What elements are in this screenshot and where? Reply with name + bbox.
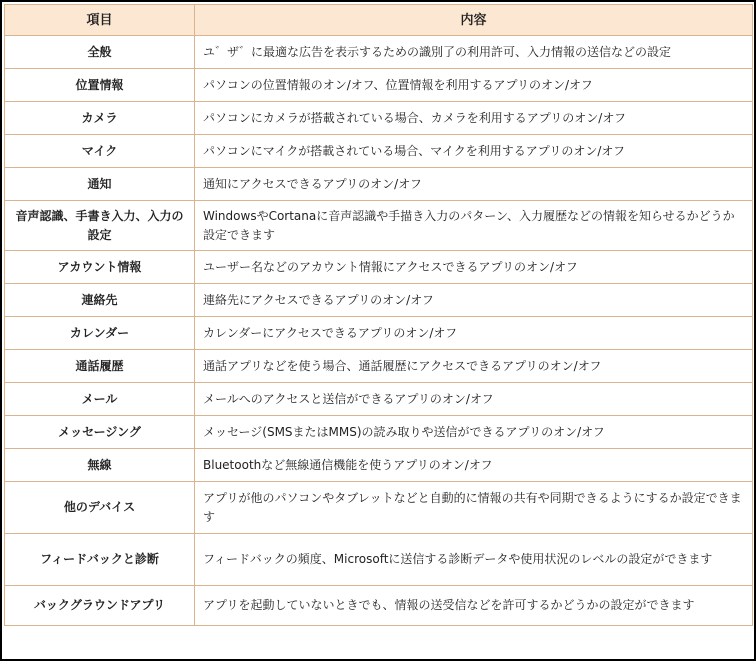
- row-content-speech-inking: WindowsやCortanaに音声認識や手描き入力のパターン、入力履歴などの情報を知らせるかどうか設定できます: [195, 201, 753, 251]
- row-item-feedback-diagnostics: フィードバックと診断: [5, 534, 195, 586]
- row-content-feedback-diagnostics: フィードバックの頻度、Microsoftに送信する診断データや使用状況のレベルの設定ができます: [195, 534, 753, 586]
- row-content-notifications: 通知にアクセスできるアプリのオン/オフ: [195, 168, 753, 201]
- row-content-account-info: ユーザー名などのアカウント情報にアクセスできるアプリのオン/オフ: [195, 251, 753, 284]
- privacy-settings-table: [4, 4, 753, 626]
- row-item-general: 全般: [5, 36, 195, 69]
- table-row: [5, 449, 753, 482]
- table-row: [5, 251, 753, 284]
- table-row: [5, 284, 753, 317]
- header-item: 項目: [5, 5, 195, 36]
- row-item-email: メール: [5, 383, 195, 416]
- table-row: [5, 36, 753, 69]
- table-row: [5, 102, 753, 135]
- row-content-contacts: 連絡先にアクセスできるアプリのオン/オフ: [195, 284, 753, 317]
- row-content-call-history: 通話アプリなどを使う場合、通話履歴にアクセスできるアプリのオン/オフ: [195, 350, 753, 383]
- table-row: [5, 383, 753, 416]
- row-content-other-devices: アプリが他のパソコンやタブレットなどと自動的に情報の共有や同期できるようにするか設定できます: [195, 482, 753, 534]
- row-item-speech-inking: 音声認識、手書き入力、入力の設定: [5, 201, 195, 251]
- row-content-camera: パソコンにカメラが搭載されている場合、カメラを利用するアプリのオン/オフ: [195, 102, 753, 135]
- table-row: [5, 416, 753, 449]
- table-header-row: [5, 5, 753, 36]
- row-item-other-devices: 他のデバイス: [5, 482, 195, 534]
- row-content-email: メールへのアクセスと送信ができるアプリのオン/オフ: [195, 383, 753, 416]
- row-item-camera: カメラ: [5, 102, 195, 135]
- table-row: [5, 482, 753, 534]
- table-row: [5, 168, 753, 201]
- table-row: [5, 586, 753, 626]
- row-item-notifications: 通知: [5, 168, 195, 201]
- table-row: [5, 317, 753, 350]
- row-content-calendar: カレンダーにアクセスできるアプリのオン/オフ: [195, 317, 753, 350]
- row-item-calendar: カレンダー: [5, 317, 195, 350]
- row-item-location: 位置情報: [5, 69, 195, 102]
- row-item-background-apps: バックグラウンドアプリ: [5, 586, 195, 626]
- row-content-general: ユ゛ザ゛に最適な広告を表示するための識別了の利用許可、入力情報の送信などの設定: [195, 36, 753, 69]
- table-row: [5, 135, 753, 168]
- table-row: [5, 69, 753, 102]
- row-content-radios: Bluetoothなど無線通信機能を使うアプリのオン/オフ: [195, 449, 753, 482]
- row-content-messaging: メッセージ(SMSまたはMMS)の読み取りや送信ができるアプリのオン/オフ: [195, 416, 753, 449]
- row-item-contacts: 連絡先: [5, 284, 195, 317]
- row-item-microphone: マイク: [5, 135, 195, 168]
- row-content-location: パソコンの位置情報のオン/オフ、位置情報を利用するアプリのオン/オフ: [195, 69, 753, 102]
- row-item-messaging: メッセージング: [5, 416, 195, 449]
- header-content: 内容: [195, 5, 753, 36]
- row-item-call-history: 通話履歴: [5, 350, 195, 383]
- table-row: [5, 201, 753, 251]
- row-content-background-apps: アプリを起動していないときでも、情報の送受信などを許可するかどうかの設定ができます: [195, 586, 753, 626]
- table-row: [5, 350, 753, 383]
- row-item-radios: 無線: [5, 449, 195, 482]
- row-item-account-info: アカウント情報: [5, 251, 195, 284]
- table-row: [5, 534, 753, 586]
- row-content-microphone: パソコンにマイクが搭載されている場合、マイクを利用するアプリのオン/オフ: [195, 135, 753, 168]
